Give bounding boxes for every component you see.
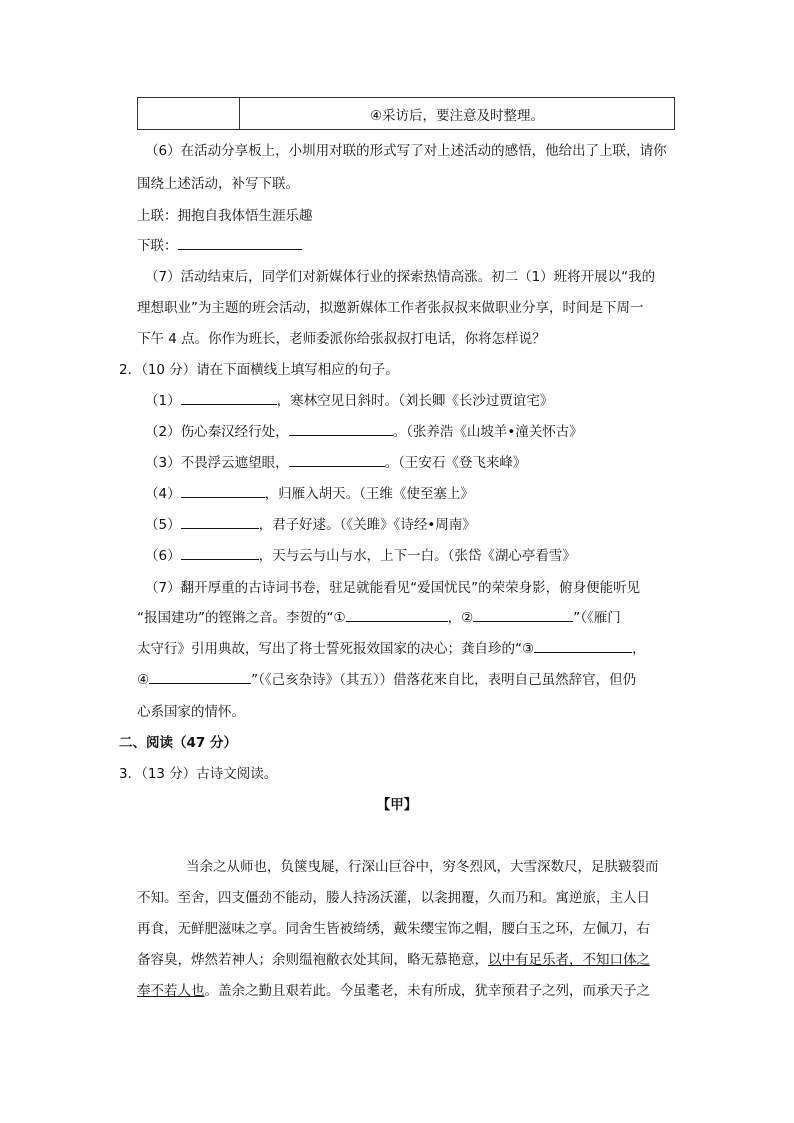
- item-text: 。（王安石《登飞来峰》: [384, 455, 527, 471]
- fill-item-7-line1: （7）翻开厚重的古诗词书卷，驻足就能看见“爱国忧民”的荣荣身影，俯身便能听见: [145, 580, 641, 596]
- q6-lower: [137, 234, 302, 254]
- passage-text: 。盖余之勤且艰若此。今虽耄老，未有所成，犹幸预君子之列，而承天子之: [204, 983, 650, 999]
- answer-blank[interactable]: [181, 514, 259, 529]
- fill-item-7-line4: [137, 668, 636, 688]
- passage-line-1: 当余之从师也，负箧曳屣，行深山巨谷中，穷冬烈风，大雪深数尺，足肤皲裂而: [186, 859, 659, 875]
- item-number: （6）: [145, 548, 181, 564]
- answer-blank[interactable]: [178, 235, 302, 250]
- answer-blank[interactable]: [289, 452, 385, 467]
- passage-line-4: [137, 948, 650, 968]
- answer-blank[interactable]: [534, 638, 632, 653]
- passage-text: 备容臭，烨然若神人；余则缊袍敝衣处其间，略无慕艳意，: [137, 952, 488, 968]
- answer-blank[interactable]: [346, 607, 448, 622]
- passage-line-3: 再食，无鲜肥滋味之享。同舍生皆被绮绣，戴朱缨宝饰之帽，腰白玉之环，左佩刀，右: [137, 921, 650, 937]
- table-row: [137, 97, 675, 130]
- fill-item-7-line2: [137, 606, 621, 626]
- item-text: ，君子好逑。（《关雎》《诗经•周南》: [258, 517, 476, 533]
- underlined-text: 以中有足乐者，不知口体之: [488, 952, 650, 968]
- passage-line-5: [137, 979, 650, 999]
- answer-blank[interactable]: [289, 421, 393, 436]
- fill-item-4: [145, 482, 474, 502]
- item-text: 。（张养浩《山坡羊•潼关怀古》: [392, 424, 583, 440]
- item-text: “报国建功”的铿锵之音。李贺的“①: [137, 610, 346, 626]
- fill-item-5: [145, 513, 476, 533]
- q3-heading: 3．（13 分）古诗文阅读。: [119, 766, 278, 782]
- fill-item-1: [145, 389, 553, 409]
- q6-lower-label: 下联：: [137, 238, 178, 254]
- fill-item-7-line5: 心系国家的情怀。: [137, 704, 245, 720]
- item-text: ，②: [447, 610, 474, 626]
- part2-heading: 二、阅读（47 分）: [119, 735, 237, 751]
- item-number: （5）: [145, 517, 181, 533]
- answer-blank[interactable]: [149, 669, 251, 684]
- answer-blank[interactable]: [181, 483, 265, 498]
- item-text: ，归雁入胡天。（王维《使至塞上》: [264, 486, 474, 502]
- item-number: （2）伤心秦汉经行处，: [145, 424, 289, 440]
- item-number: （4）: [145, 486, 181, 502]
- answer-blank[interactable]: [181, 545, 259, 560]
- section2-heading: 2．（10 分）请在下面横线上填写相应的句子。: [119, 362, 399, 378]
- item-number: （1）: [145, 393, 181, 409]
- fill-item-2: [145, 420, 583, 440]
- fill-item-6: [145, 544, 576, 564]
- item-text: 太守行》引用典故，写出了将士誓死报效国家的决心；龚自珍的“③: [137, 641, 535, 657]
- q7-line2: 理想职业”为主题的班会活动，拟邀新媒体工作者张叔叔来做职业分享，时间是下周一: [137, 300, 644, 316]
- item-text: ，天与云与山与水，上下一白。（张岱《湖心亭看雪》: [258, 548, 576, 564]
- passage-subhead: 【甲】: [376, 797, 418, 813]
- item-number: （3）不畏浮云遮望眼，: [145, 455, 289, 471]
- table-cell: ④采访后，要注意及时整理。: [369, 107, 545, 124]
- item-text: ，: [632, 641, 646, 657]
- item-text: ④: [137, 672, 150, 688]
- underlined-text: 奉不若人也: [137, 983, 205, 999]
- q7-line3: 下午 4 点。你作为班长，老师委派你给张叔叔打电话，你将怎样说？: [137, 331, 546, 347]
- q6-line2: 围绕上述活动，补写下联。: [137, 176, 299, 192]
- fill-item-7-line3: [137, 637, 646, 657]
- answer-blank[interactable]: [181, 390, 277, 405]
- item-text: ”（《己亥杂诗》（其五））借落花来自比，表明自己虽然辞官，但仍: [251, 672, 637, 688]
- answer-blank[interactable]: [473, 607, 573, 622]
- q7-line1: （7）活动结束后，同学们对新媒体行业的探索热情高涨。初二（1）班将开展以“我的: [145, 269, 656, 285]
- item-text: ，寒林空见日斜时。（刘长卿《长沙过贾谊宅》: [276, 393, 554, 409]
- item-text: ”（《雁门: [573, 610, 621, 626]
- fill-item-3: [145, 451, 526, 471]
- passage-line-2: 不知。至舍，四支僵劲不能动，媵人持汤沃灌，以衾拥覆，久而乃和。寓逆旅，主人日: [137, 890, 650, 906]
- q6-line1: （6）在活动分享板上，小圳用对联的形式写了对上述活动的感悟，他给出了上联，请你: [145, 143, 667, 159]
- q6-upper: 上联：拥抱自我体悟生涯乐趣: [137, 208, 313, 224]
